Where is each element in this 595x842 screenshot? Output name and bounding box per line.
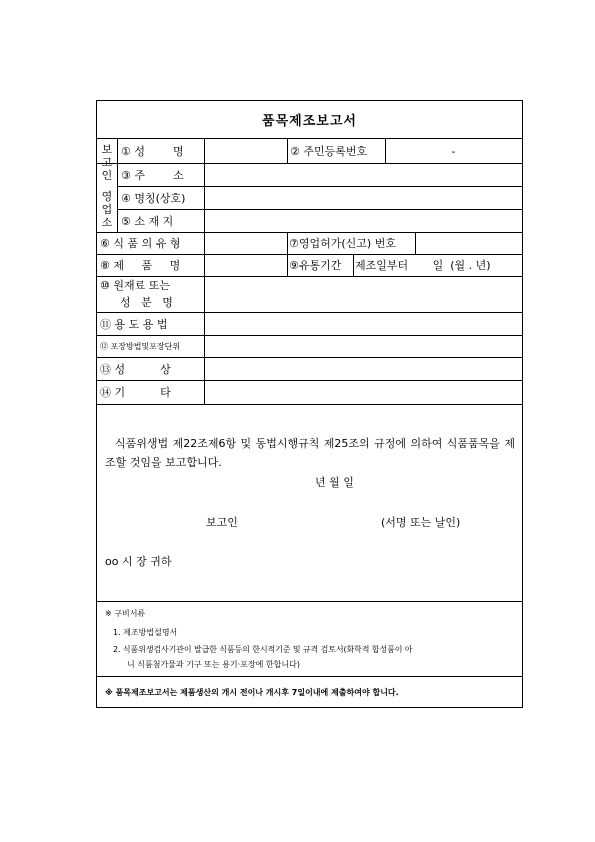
- signature-label: (서명 또는 날인): [381, 516, 461, 529]
- documents-item-1: 1. 제조방법설명서: [113, 628, 178, 637]
- name-field[interactable]: [208, 139, 287, 163]
- documents-header: ※ 구비서류: [105, 609, 146, 618]
- col-divider: [353, 254, 354, 276]
- appearance-field[interactable]: [208, 357, 522, 380]
- rrn-label: ② 주민등록번호: [290, 145, 368, 158]
- company-name-field[interactable]: [208, 186, 522, 209]
- reporter-group-label: 보 고 인: [101, 143, 113, 182]
- business-group-label: 영 업 소: [101, 189, 113, 229]
- location-label: ⑤ 소 재 지: [121, 214, 174, 228]
- col-divider: [117, 139, 118, 232]
- address-field[interactable]: [208, 163, 522, 186]
- addressee: oo 시 장 귀하: [105, 555, 172, 568]
- location-field[interactable]: [208, 209, 522, 232]
- col-divider: [204, 139, 205, 404]
- footnote: ※ 품목제조보고서는 제품생산의 개시 전이나 개시후 7일이내에 제출하여야 합니다.: [105, 688, 399, 697]
- packaging-label: ⑫ 포장방법및포장단위: [100, 341, 181, 351]
- other-field[interactable]: [208, 380, 522, 404]
- report-statement: 식품위생법 제22조제6항 및 동법시행규칙 제25조의 규정에 의하여 식품품목을 제조할 것임을 보고합니다.: [105, 437, 515, 469]
- col-divider: [287, 139, 288, 163]
- food-type-field[interactable]: [208, 232, 287, 254]
- other-label: ⑭ 기 타: [100, 386, 171, 399]
- form-title: 품목제조보고서: [97, 101, 522, 139]
- ingredients-field[interactable]: [208, 276, 522, 312]
- company-name-label: ④ 명칭(상호): [121, 191, 186, 205]
- name-label: ① 성 명: [121, 145, 184, 158]
- license-number-label: ⑦영업허가(신고) 번호: [289, 237, 396, 250]
- expiry-field[interactable]: 제조일부터 일 (월 . 년): [355, 259, 491, 272]
- report-date: 년 월 일: [315, 476, 354, 489]
- ingredients-label: ⑩ 원재료 또는 성 분 명: [100, 279, 173, 309]
- product-name-field[interactable]: [208, 254, 287, 276]
- license-number-field[interactable]: [417, 232, 522, 254]
- rrn-field[interactable]: -: [451, 144, 456, 158]
- row-divider: [97, 404, 522, 405]
- product-manufacturing-report-form: [96, 100, 523, 708]
- row-divider: [97, 601, 522, 602]
- food-type-label: ⑥ 식 품 의 유 형: [100, 237, 181, 250]
- address-label: ③ 주 소: [121, 168, 184, 182]
- reporter-label: 보고인: [206, 516, 238, 529]
- product-name-label: ⑧ 제 품 명: [100, 259, 181, 272]
- usage-label: ⑪ 용 도 용 법: [100, 317, 168, 331]
- packaging-field[interactable]: [208, 335, 522, 357]
- col-divider: [287, 232, 288, 276]
- appearance-label: ⑬ 성 상: [100, 362, 171, 376]
- documents-item-2-line-2: 니 식품첨가물과 기구 또는 용기·포장에 한합니다): [127, 660, 300, 669]
- usage-field[interactable]: [208, 312, 522, 335]
- col-divider: [415, 232, 416, 254]
- row-divider: [97, 676, 522, 677]
- expiry-label: ⑨유통기간: [289, 259, 342, 272]
- documents-item-2-line-1: 2. 식품위생검사기관이 발급한 식품등의 한시적기준 및 규격 검토서(화학적 합성품이 아: [113, 645, 413, 654]
